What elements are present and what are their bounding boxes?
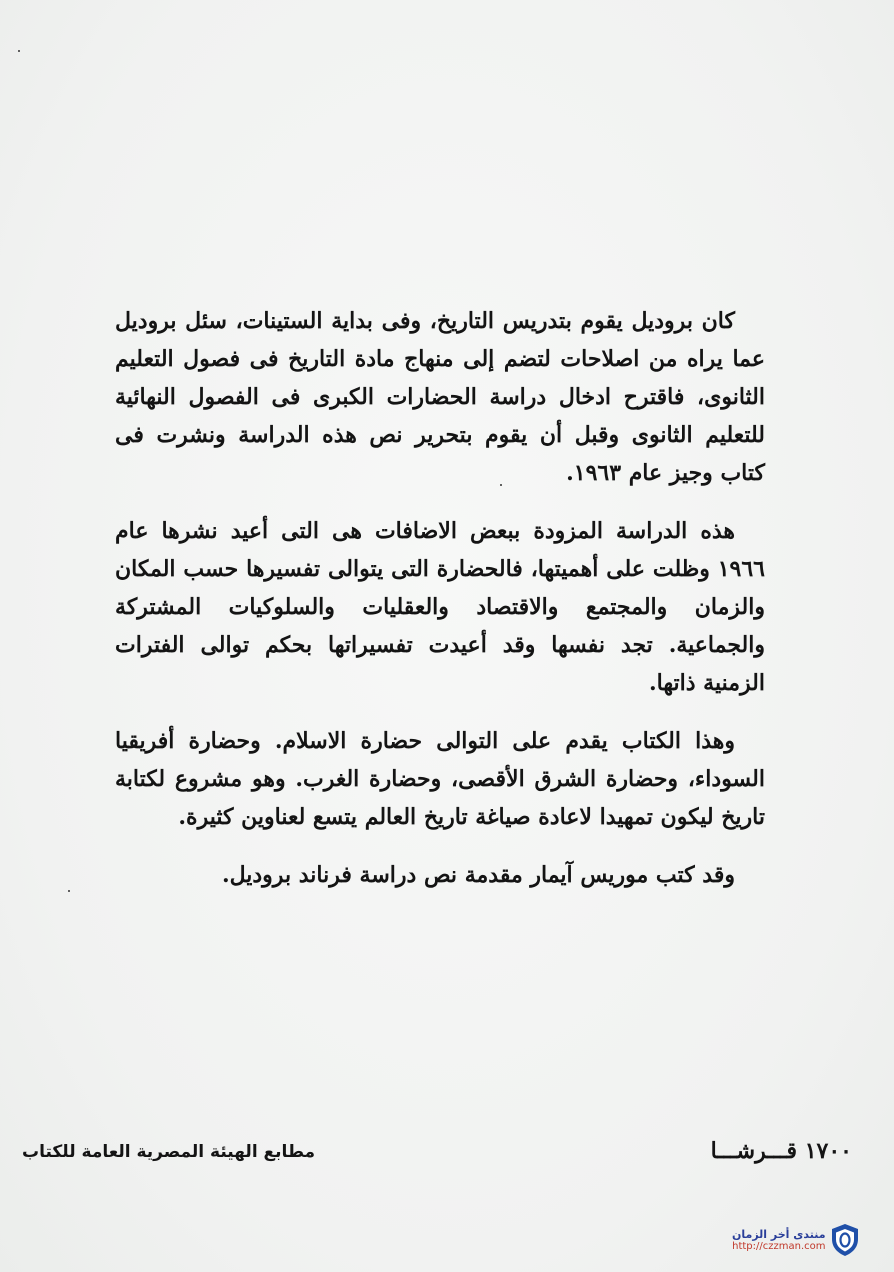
scan-speck <box>18 50 20 52</box>
watermark-url: http://czzman.com <box>732 1241 826 1252</box>
paragraph-2: هذه الدراسة المزودة ببعض الاضافات هى التى أعيد نشرها عام ١٩٦٦ وظلت على أهميتها، فالحضارة التى يتوالى تفسيرها حسب المكان والزمان والمجتمع والاقتصاد والعقليات والسلوكيات المشتركة والجماعية. تجد نفسها وقد أعيدت تفسيراتها بحكم توالى الفترات الزمنية ذاتها. <box>115 518 765 696</box>
publisher-imprint: مطابع الهيئة المصرية العامة للكتاب <box>22 1142 316 1162</box>
watermark-text <box>732 1228 826 1252</box>
paragraph-4: وقد كتب موريس آيمار مقدمة نص دراسة فرناند بروديل. <box>221 862 735 888</box>
paragraph-1: كان بروديل يقوم بتدريس التاريخ، وفى بداية الستينات، سئل بروديل عما يراه من اصلاحات لتضم إلى منهاج مادة التاريخ فى فصول التعليم الثانوى، فاقترح ادخال دراسة الحضارات الكبرى فى الفصول النهائية للتعليم الثانوى وقبل أن يقوم بتحرير نص هذه الدراسة ونشرت فى كتاب وجيز عام ١٩٦٣. <box>115 308 765 486</box>
scan-speck <box>68 890 70 892</box>
paragraph-3: وهذا الكتاب يقدم على التوالى حضارة الاسلام. وحضارة أفريقيا السوداء، وحضارة الشرق الأقصى، وحضارة الغرب. وهو مشروع لكتابة تاريخ ليكون تمهيدا لاعادة صياغة تاريخ العالم يتسع لعناوين كثيرة. <box>115 728 765 830</box>
shield-icon <box>830 1223 860 1257</box>
price-label: ١٧٠٠ قـــرشـــا <box>710 1138 852 1164</box>
watermark-forum-name: منتدى أخر الزمان <box>732 1228 826 1241</box>
page-body-text <box>115 302 765 914</box>
forum-watermark[interactable] <box>732 1220 888 1260</box>
